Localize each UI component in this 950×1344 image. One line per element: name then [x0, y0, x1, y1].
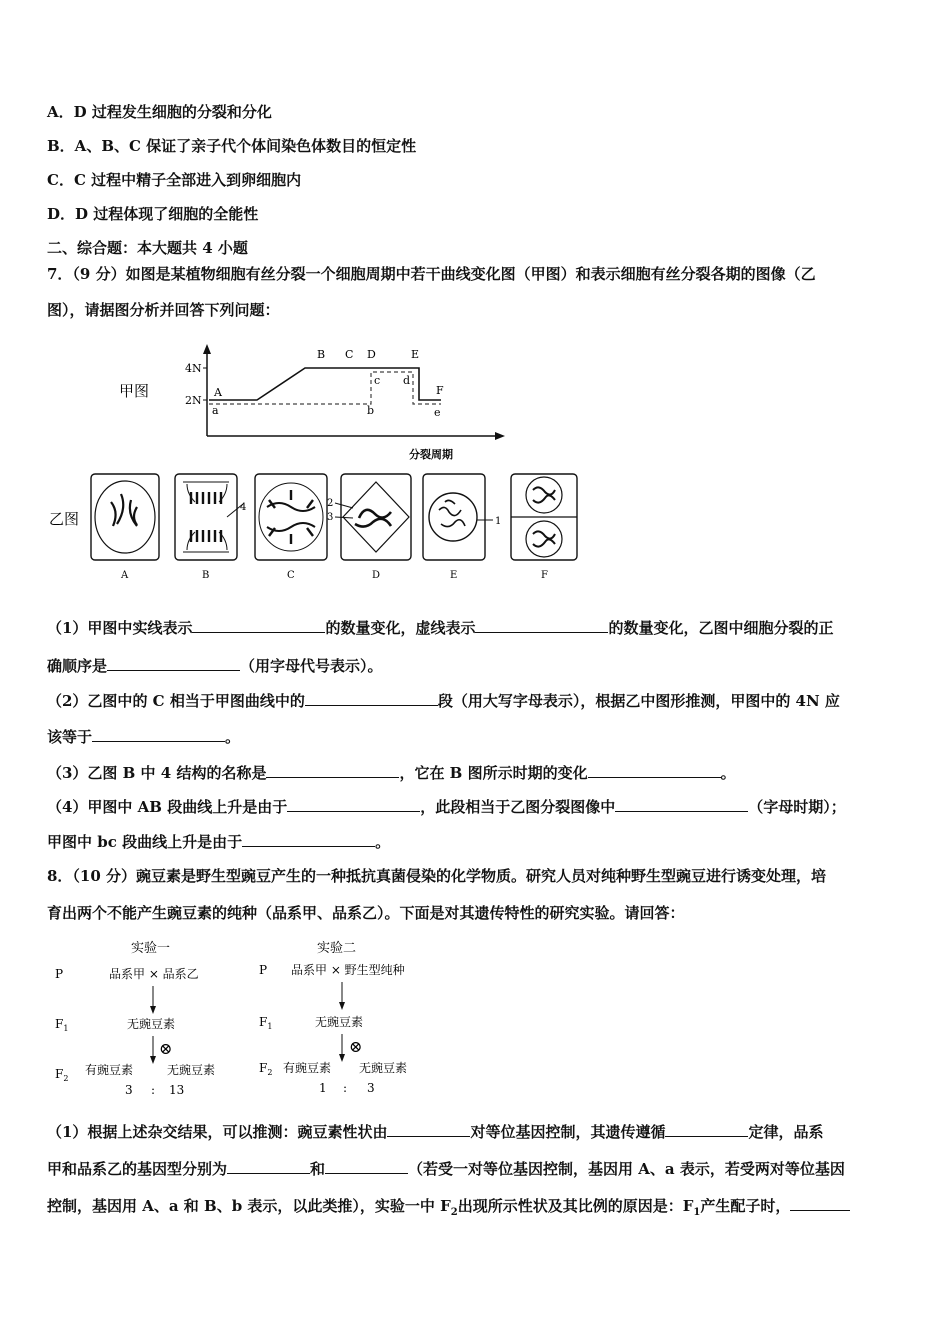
- answer-blank[interactable]: [192, 617, 325, 633]
- option-a: A．D 过程发生细胞的分裂和分化: [47, 103, 272, 121]
- fig1-pt-a: a: [212, 404, 219, 417]
- answer-blank[interactable]: [588, 762, 721, 778]
- option-c: C．C 过程中精子全部进入到卵细胞内: [47, 171, 302, 189]
- fig2-label-C: C: [287, 570, 295, 581]
- exp1-f2-a: 有豌豆素: [85, 1063, 134, 1077]
- fig1-pt-E: E: [411, 348, 420, 361]
- q7-part4-line2: 甲图中 bc 段曲线上升是由于 。: [47, 833, 391, 851]
- fig1-pt-A: A: [214, 386, 222, 399]
- fig1-pt-C: C: [345, 348, 354, 361]
- fig1-pt-D: D: [367, 348, 376, 361]
- answer-blank[interactable]: [665, 1121, 748, 1137]
- q7-part2-line1: （2）乙图中的 C 相当于甲图曲线中的 段（用大写字母表示），根据乙中图形推测，甲图中的 4N 应: [47, 692, 840, 710]
- exp2-self-icon: ⊗: [349, 1037, 363, 1056]
- exp2-ratio-a: 1: [319, 1081, 327, 1095]
- answer-blank[interactable]: [305, 690, 438, 706]
- answer-blank[interactable]: [266, 762, 399, 778]
- fig1-title: 甲图: [119, 382, 150, 400]
- exp1-ratio-a: 3: [125, 1083, 133, 1097]
- section-title: 二、综合题：本大题共 4 小题: [47, 239, 248, 257]
- fig1-pt-c: c: [374, 374, 381, 387]
- exp2-ratio-b: 3: [367, 1081, 375, 1095]
- exp2-f1-pheno: 无豌豆素: [315, 1015, 364, 1029]
- exp1-self-icon: ⊗: [159, 1039, 173, 1058]
- exp2-colon: :: [343, 1081, 348, 1095]
- exp1-f2-b: 无豌豆素: [167, 1063, 216, 1077]
- answer-blank[interactable]: [790, 1195, 850, 1211]
- exp2-f2-b: 无豌豆素: [359, 1061, 408, 1075]
- q7-stem-line2: 图），请据图分析并回答下列问题：: [47, 301, 280, 319]
- exp1-f1: $F_1$: [55, 1017, 69, 1033]
- q7-part1-line1: （1）甲图中实线表示 的数量变化，虚线表示 的数量变化，乙图中细胞分裂的正: [47, 619, 834, 637]
- exp1-f1-pheno: 无豌豆素: [127, 1017, 176, 1031]
- q7-part3: （3）乙图 B 中 4 结构的名称是 ，它在 B 图所示时期的变化 。: [47, 764, 736, 782]
- answer-blank[interactable]: [615, 796, 748, 812]
- exp2-p: P: [259, 963, 268, 977]
- exp1-title: 实验一: [131, 941, 171, 956]
- fig1-y-2n: 2N: [185, 394, 202, 407]
- option-b: B．A、B、C 保证了亲子代个体间染色体数目的恒定性: [47, 137, 417, 155]
- option-d: D．D 过程体现了细胞的全能性: [47, 205, 259, 223]
- exp1-p: P: [55, 967, 64, 981]
- q7-part1-line2: 确顺序是 （用字母代号表示）。: [47, 657, 383, 675]
- fig1-y-4n: 4N: [185, 362, 202, 375]
- q8-stem-line2: 育出两个不能产生豌豆素的纯种（品系甲、品系乙）。下面是对其遗传特性的研究实验。请回答：: [47, 904, 685, 922]
- fig1-pt-B: B: [317, 348, 326, 361]
- exp2-p-cross: 品系甲 × 野生型纯种: [291, 963, 405, 977]
- q7-figure: [47, 332, 579, 584]
- q8-part1-line1: （1）根据上述杂交结果，可以推测：豌豆素性状由 对等位基因控制，其遗传遵循 定律，品系: [47, 1123, 824, 1141]
- answer-blank[interactable]: [387, 1121, 470, 1137]
- exp2-f1: $F_1$: [259, 1015, 273, 1031]
- answer-blank[interactable]: [227, 1158, 310, 1174]
- q8-stem-line1: 8．（10 分）豌豆素是野生型豌豆产生的一种抵抗真菌侵染的化学物质。研究人员对纯种野生型豌豆进行诱变处理，培: [47, 867, 827, 885]
- exp2-f2-a: 有豌豆素: [283, 1061, 332, 1075]
- fig1-pt-d: d: [403, 374, 411, 387]
- answer-blank[interactable]: [107, 655, 240, 671]
- fig1-x-label: 分裂周期: [409, 448, 453, 461]
- answer-blank[interactable]: [287, 796, 420, 812]
- q8-part1-line2: 甲和品系乙的基因型分别为 和 （若受一对等位基因控制，基因用 A、a 表示，若受两对等位基因: [47, 1160, 845, 1178]
- fig1-pt-F: F: [436, 384, 444, 397]
- fig2-label-D: D: [372, 570, 381, 581]
- q8-part1-line3: 控制，基因用 A、a 和 B、b 表示，以此类推），实验一中 $F_2$出现所示性状及其比例的原因是：$F_1$产生配子时，: [47, 1195, 906, 1223]
- q7-part4-line1: （4）甲图中 AB 段曲线上升是由于 ，此段相当于乙图分裂图像中 （字母时期）；: [47, 798, 846, 816]
- q7-part2-line2: 该等于 。: [47, 728, 241, 746]
- q7-stem-line1: 7．（9 分）如图是某植物细胞有丝分裂一个细胞周期中若干曲线变化图（甲图）和表示细胞有丝分裂各期的图像（乙: [47, 265, 816, 283]
- fig2-label-F: F: [541, 570, 548, 581]
- q8-figure: [47, 936, 427, 1100]
- exp2-title: 实验二: [317, 941, 357, 956]
- answer-blank[interactable]: [325, 1158, 408, 1174]
- answer-blank[interactable]: [92, 726, 225, 742]
- fig1-pt-b: b: [367, 404, 375, 417]
- fig2-mark-4: 4: [240, 502, 247, 513]
- fig2-mark-3: 3: [327, 512, 334, 523]
- fig1-pt-e: e: [434, 406, 441, 419]
- exp1-f2: $F_2$: [55, 1067, 69, 1083]
- exp2-f2: $F_2$: [259, 1061, 273, 1077]
- answer-blank[interactable]: [242, 831, 375, 847]
- fig2-mark-1: 1: [495, 516, 502, 527]
- fig2-label-B: B: [202, 570, 210, 581]
- fig2-mark-2: 2: [327, 498, 334, 509]
- exp1-p-cross: 品系甲 × 品系乙: [109, 967, 199, 981]
- answer-blank[interactable]: [475, 617, 608, 633]
- fig2-title: 乙图: [49, 510, 80, 528]
- exp1-colon: :: [151, 1083, 156, 1097]
- exp1-ratio-b: 13: [169, 1083, 185, 1097]
- fig2-label-A: A: [121, 570, 129, 581]
- fig2-label-E: E: [450, 570, 458, 581]
